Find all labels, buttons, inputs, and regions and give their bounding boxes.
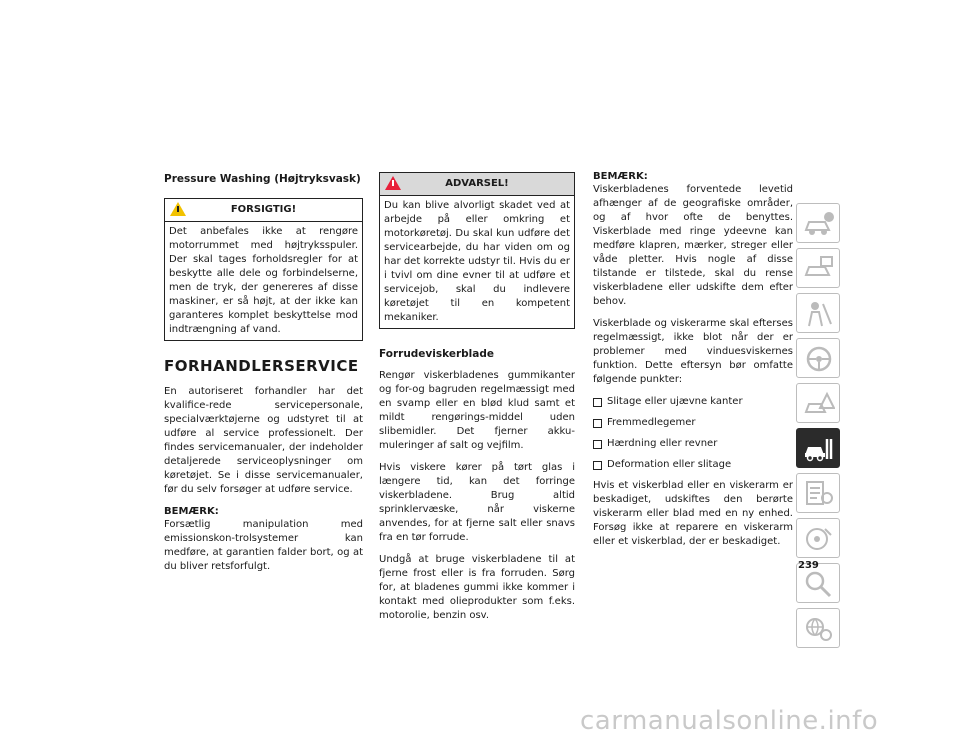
- list-item: Fremmedlegemer: [593, 416, 793, 430]
- specifications-list-icon: [803, 480, 835, 508]
- wiper-blades-title: Forrudeviskerblade: [379, 348, 494, 360]
- inspection-paragraph: Viskerblade og viskerarme skal efterses regelmæssigt, ikke blot når der er problemer med vinduesviskernes funktion. Dette eftersyn bør omfatte følgende punkter:: [593, 318, 793, 385]
- caution-box: [164, 198, 363, 341]
- tab-emergency[interactable]: [796, 383, 840, 423]
- replacement-paragraph: Hvis et viskerblad eller en viskerarm er beskadiget, udskiftes den berørte viskerarm eller blad med en ny enhed. Forsøg ikke at reparere en viskerarm eller et viskerblad, der er beskadiget.: [593, 480, 793, 547]
- column-2: [379, 172, 575, 631]
- tab-multimedia[interactable]: [796, 518, 840, 558]
- column-1: [164, 172, 363, 582]
- list-item: Slitage eller ujævne kanter: [593, 395, 793, 409]
- tab-language[interactable]: [796, 608, 840, 648]
- watermark: carmanualsonline.info: [580, 706, 879, 736]
- wiper-paragraph-1: Rengør viskerbladenes gummikanter og for-og bagruden regelmæssigt med en svamp eller en blød klud samt et mildt rengørings-middel uden slibemidler. Det fjerner akku-muleringer af salt og vejfilm.: [379, 370, 575, 451]
- note-text: Forsætlig manipulation med emissionskon-trolsystemer kan medføre, at garantien falder bort, og at du bliver retsforfulgt.: [164, 519, 363, 572]
- car-security-icon: [803, 255, 835, 283]
- caution-triangle-icon: [170, 202, 186, 216]
- car-info-icon: [803, 210, 835, 238]
- warning-text: Du kan blive alvorligt skadet ved at arbejde på eller omkring et motorkøretøj. Du skal kun udføre det servicearbejde, du har viden om og har det korrekte udstyr til. Hvis du er i tvivl om dine evner til at udføre et servicejob, skal du indlevere køretøjet til en kompetent mekaniker.: [384, 200, 570, 323]
- wiper-paragraph-3: Undgå at bruge viskerbladene til at fjerne frost eller is fra forruden. Sørg for, at bladenes gummi ikke kommer i kontakt med olieprodukter som f.eks. motorolie, benzin osv.: [379, 554, 575, 621]
- pressure-washing-title: Pressure Washing (Højtryksvask): [164, 173, 361, 185]
- seatbelt-safety-icon: [803, 300, 835, 328]
- wiper-note-text: Viskerbladenes forventede levetid afhænger af de geografiske områder, og af hvor ofte de benyttes. Viskerblade med ringe ydeevne kan medføre klapren, mærker, streger eller våde pletter. Hvis nogle af disse tilstande er tilstede, skal du rense viskerbladene eller udskifte dem efter behov.: [593, 184, 793, 307]
- caution-text: Det anbefales ikke at rengøre motorrummet med højtryksspuler. Der skal tages forholdsregler for at beskytte alle dele og forbindelserne, men de tryk, der genereres af disse maskiner, er så højt, at der ikke kan garanteres komplet beskyttelse mod indtrængning af vand.: [169, 226, 358, 335]
- warning-box: [379, 172, 575, 329]
- wiper-paragraph-2: Hvis viskere kører på tørt glas i længere tid, kan det forringe viskerbladene. Brug altid sprinklervæske, når viskerne anvendes, for at fjerne salt eller snavs fra en tør forrude.: [379, 462, 575, 543]
- magnifier-index-icon: [803, 570, 835, 598]
- tab-driving[interactable]: [796, 338, 840, 378]
- checkbox-square-icon: [593, 419, 602, 428]
- list-item: Deformation eller slitage: [593, 458, 793, 472]
- checkbox-square-icon: [593, 440, 602, 449]
- steering-wheel-icon: [803, 345, 835, 373]
- checkbox-square-icon: [593, 398, 602, 407]
- note-title: BEMÆRK:: [164, 506, 219, 517]
- dealer-service-paragraph: En autoriseret forhandler har det kvalifice-rede servicepersonale, specialværktøjerne og udstyret til at udføre al service professionelt. Der findes servicemanualer, der indeholder detaljerede serviceoplysninger om køretøjet. Se i disse servicemanualer, før du selv forsøger at udføre service.: [164, 386, 363, 495]
- list-item: Hærdning eller revner: [593, 437, 793, 451]
- column-3: [593, 170, 793, 557]
- inspection-list: [593, 395, 793, 472]
- warning-triangle-icon: [385, 176, 401, 190]
- car-emergency-icon: [803, 390, 835, 418]
- tab-service-maintenance[interactable]: [796, 428, 840, 468]
- caution-header: [165, 199, 362, 222]
- car-service-tools-icon: [803, 435, 835, 463]
- tab-specifications[interactable]: [796, 473, 840, 513]
- tab-car-info[interactable]: [796, 203, 840, 243]
- page-number: 239: [798, 560, 819, 571]
- tab-car-security[interactable]: [796, 248, 840, 288]
- chapter-tabs: [796, 203, 842, 653]
- wiper-note-title: BEMÆRK:: [593, 171, 648, 182]
- multimedia-icon: [803, 525, 835, 553]
- caution-title: FORSIGTIG!: [230, 204, 297, 215]
- dealer-service-heading: FORHANDLERSERVICE: [164, 357, 359, 375]
- warning-title: ADVARSEL!: [445, 178, 509, 189]
- warning-header: [380, 173, 574, 196]
- tab-safety[interactable]: [796, 293, 840, 333]
- language-globe-icon: [803, 615, 835, 643]
- checkbox-square-icon: [593, 461, 602, 470]
